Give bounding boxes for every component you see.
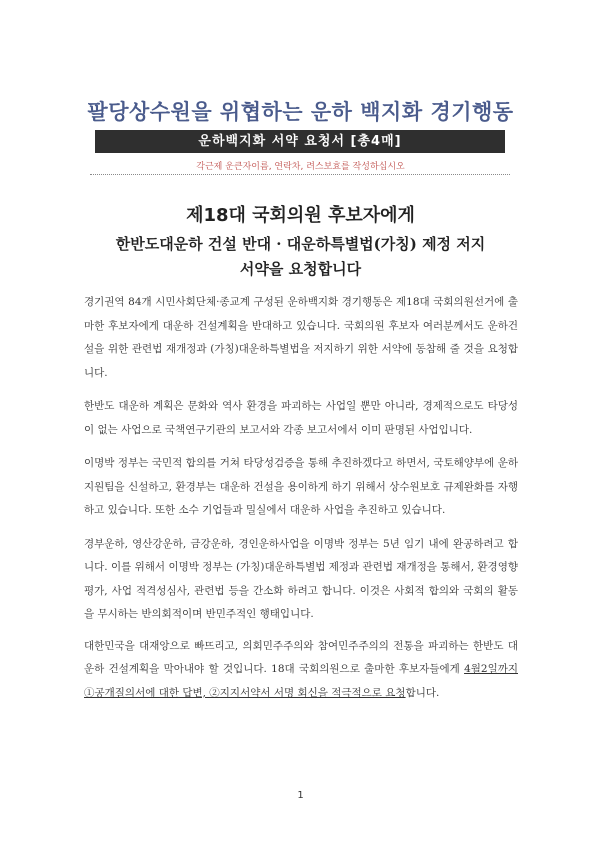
- closing-request-underlined: 4월2일까지 ①공개질의서에 대한 답변, ②지지서약서 서명 회신을 적극적으로 요청: [84, 663, 518, 699]
- letter-subheading: [60, 232, 541, 282]
- body-paragraph: 경부운하, 영산강운하, 금강운하, 경인운하사업을 이명박 정부는 5년 임기 내에 완공하려고 합니다. 이를 위해서 이명박 정부는 (가칭)대운하특별법 제정과 관련법 재개정을 통해서, 환경영향평가, 사업 적격성심사, 관련법 등을 간소화 하려고 합니다. 이것은 사회적 합의와 국회의 활동을 무시하는 반의회적이며 반민주적인 행태입니다.: [84, 537, 518, 620]
- instruction-note: 각근제 운큰자이름, 연락차, 려스보효를 작성하십시오: [196, 162, 405, 172]
- body-paragraph: 경기권역 84개 시민사회단체·종교계 구성된 운하백지화 경기행동은 제18대 국회의원선거에 출마한 후보자에게 대운하 건설계획을 반대하고 있습니다. 국회의원 후보자 여러분께서도 운하건설을 위한 관련법 재개정과 (가칭)대운하특별법을 저지하기 위한 서약에 동참해 줄 것을 요청합니다.: [84, 296, 518, 379]
- closing-suffix: 합니다.: [405, 686, 440, 699]
- body-paragraph: 한반도 대운하 계획은 문화와 역사 환경을 파괴하는 사업일 뿐만 아니라, 경제적으로도 타당성이 없는 사업으로 국책연구기관의 보고서와 각종 보고서에서 이미 판명된 사업입니다.: [84, 400, 518, 436]
- body-paragraph: 이명박 정부는 국민적 합의를 거쳐 타당성검증을 통해 추진하겠다고 하면서, 국토해양부에 운하지원팀을 신설하고, 환경부는 대운하 건설을 용이하게 하기 위해서 상수원보호 규제완화를 자행하고 있습니다. 또한 소수 기업들과 밀실에서 대운하 사업을 추진하고 있습니다.: [84, 457, 518, 516]
- dotted-divider: [90, 174, 510, 175]
- letter-heading: 제18대 국회의원 후보자에게: [186, 205, 415, 226]
- request-banner: 운하백지화 서약 요청서 [총4매]: [95, 130, 505, 153]
- letter-body: [84, 291, 518, 715]
- closing-text: 대한민국을 대재앙으로 빠뜨리고, 의회민주주의와 참여민주주의의 전통을 파괴하는 한반도 대운하 건설계획을 막아내야 할 것입니다. 18대 국회의원으로 출마한 후보자들에게: [84, 639, 518, 675]
- subheading-line-1: 한반도대운하 건설 반대 · 대운하특별법(가칭) 제정 저지: [115, 235, 486, 253]
- closing-paragraph: [84, 635, 518, 706]
- subheading-line-2: 서약을 요청합니다: [239, 260, 362, 278]
- document-title: 팔당상수원을 위협하는 운하 백지화 경기행동: [87, 100, 514, 124]
- page-number: 1: [297, 790, 304, 801]
